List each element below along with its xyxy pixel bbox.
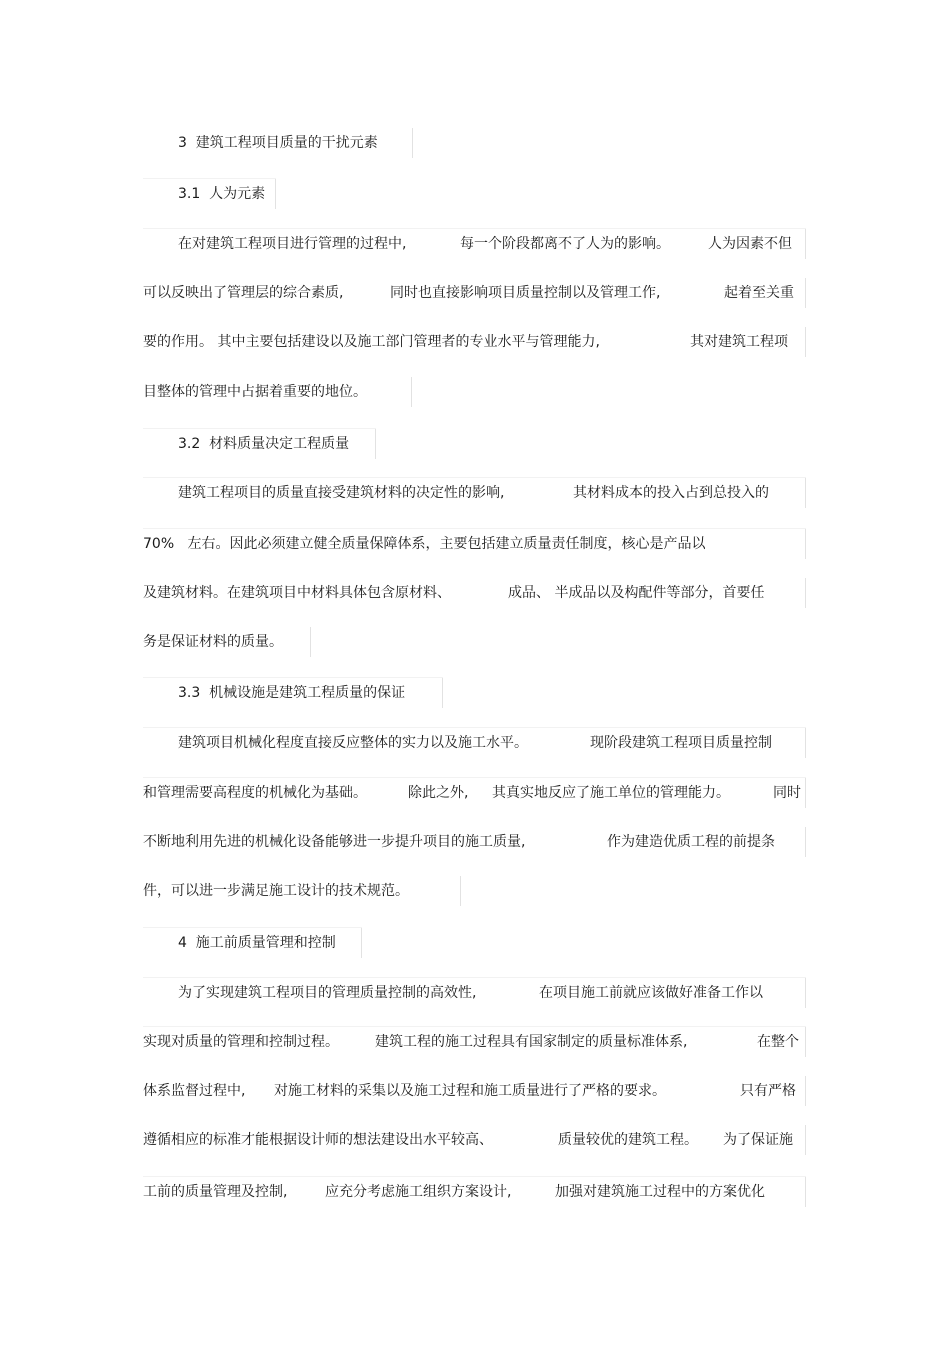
text-segment: 成品、 半成品以及构配件等部分，首要任 — [508, 585, 765, 601]
line-divider — [805, 578, 806, 608]
text-segment: 同时也直接影响项目质量控制以及管理工作, — [390, 285, 661, 301]
section-heading — [0, 128, 413, 158]
section-heading — [143, 927, 362, 958]
body-line — [143, 777, 806, 808]
line-divider — [805, 1125, 806, 1155]
text-segment: 和管理需要高程度的机械化为基础。 — [143, 785, 367, 801]
text-segment: 要的作用。 其中主要包括建设以及施工部门管理者的专业水平与管理能力, — [143, 334, 600, 350]
text-segment: 其对建筑工程项 — [690, 334, 788, 350]
heading-text: 3.3 机械设施是建筑工程质量的保证 — [178, 685, 406, 701]
line-divider — [310, 627, 311, 657]
body-line — [143, 327, 806, 357]
body-line — [143, 1026, 806, 1057]
text-segment: 作为建造优质工程的前提条 — [607, 834, 775, 850]
line-divider — [805, 229, 806, 259]
text-segment: 工前的质量管理及控制, — [143, 1184, 288, 1200]
body-line — [143, 1125, 806, 1155]
heading-text: 4 施工前质量管理和控制 — [178, 935, 336, 951]
heading-text: 3 建筑工程项目质量的干扰元素 — [178, 135, 378, 151]
text-segment: 遵循相应的标准才能根据设计师的想法建设出水平较高、 — [143, 1132, 493, 1148]
line-divider — [411, 377, 412, 407]
body-line — [143, 477, 806, 508]
text-segment: 每一个阶段都离不了人为的影响。 — [460, 236, 670, 252]
subsection-heading — [143, 677, 443, 708]
text-segment: 应充分考虑施工组织方案设计, — [325, 1184, 512, 1200]
text-segment: 在对建筑工程项目进行管理的过程中, — [178, 236, 407, 252]
body-line — [143, 627, 311, 657]
body-line — [143, 578, 806, 608]
text-segment: 体系监督过程中, — [143, 1083, 246, 1099]
text-segment: 不断地利用先进的机械化设备能够进一步提升项目的施工质量, — [143, 834, 526, 850]
text-segment: 70% 左右。因此必须建立健全质量保障体系，主要包括建立质量责任制度，核心是产品以 — [143, 536, 706, 552]
text-segment: 为了保证施 — [723, 1132, 793, 1148]
body-line — [143, 278, 806, 308]
line-divider — [442, 678, 443, 708]
line-divider — [805, 327, 806, 357]
text-segment: 务是保证材料的质量。 — [143, 634, 283, 650]
text-segment: 件，可以进一步满足施工设计的技术规范。 — [143, 883, 409, 899]
line-divider — [805, 978, 806, 1008]
line-divider — [375, 429, 376, 459]
body-line — [143, 1176, 806, 1207]
body-line — [143, 528, 806, 559]
heading-text: 3.2 材料质量决定工程质量 — [178, 436, 350, 452]
line-divider — [412, 128, 413, 158]
line-divider — [805, 827, 806, 857]
body-line — [143, 1076, 806, 1106]
line-divider — [275, 179, 276, 209]
line-divider — [805, 278, 806, 308]
line-divider — [805, 1027, 806, 1057]
text-segment: 为了实现建筑工程项目的管理质量控制的高效性, — [178, 985, 477, 1001]
line-divider — [805, 778, 806, 808]
text-segment: 其材料成本的投入占到总投入的 — [573, 485, 769, 501]
text-segment: 加强对建筑施工过程中的方案优化 — [555, 1184, 765, 1200]
line-divider — [805, 529, 806, 559]
body-line — [143, 228, 806, 259]
subsection-heading — [143, 428, 376, 459]
line-divider — [805, 1076, 806, 1106]
line-divider — [361, 928, 362, 958]
text-segment: 建筑工程项目的质量直接受建筑材料的决定性的影响, — [178, 485, 505, 501]
text-segment: 其真实地反应了施工单位的管理能力。 — [492, 785, 730, 801]
line-divider — [805, 728, 806, 758]
text-segment: 在整个 — [757, 1034, 799, 1050]
body-line — [143, 977, 806, 1008]
body-line — [143, 827, 806, 857]
body-line — [143, 876, 461, 906]
text-segment: 可以反映出了管理层的综合素质, — [143, 285, 344, 301]
text-segment: 质量较优的建筑工程。 — [558, 1132, 698, 1148]
text-segment: 同时 — [773, 785, 801, 801]
line-divider — [805, 478, 806, 508]
text-segment: 目整体的管理中占据着重要的地位。 — [143, 384, 367, 400]
text-segment: 及建筑材料。在建筑项目中材料具体包含原材料、 — [143, 585, 451, 601]
text-segment: 现阶段建筑工程项目质量控制 — [590, 735, 772, 751]
body-line — [143, 727, 806, 758]
line-divider — [805, 1177, 806, 1207]
subsection-heading — [143, 178, 276, 209]
text-segment: 在项目施工前就应该做好准备工作以 — [539, 985, 763, 1001]
heading-text: 3.1 人为元素 — [178, 186, 266, 202]
text-segment: 建筑项目机械化程度直接反应整体的实力以及施工水平。 — [178, 735, 528, 751]
line-divider — [460, 876, 461, 906]
text-segment: 建筑工程的施工过程具有国家制定的质量标准体系, — [375, 1034, 688, 1050]
text-segment: 只有严格 — [740, 1083, 796, 1099]
text-segment: 起着至关重 — [724, 285, 794, 301]
body-line — [143, 377, 412, 407]
text-segment: 对施工材料的采集以及施工过程和施工质量进行了严格的要求。 — [274, 1083, 666, 1099]
text-segment: 除此之外, — [408, 785, 469, 801]
text-segment: 人为因素不但 — [708, 236, 792, 252]
text-segment: 实现对质量的管理和控制过程。 — [143, 1034, 339, 1050]
